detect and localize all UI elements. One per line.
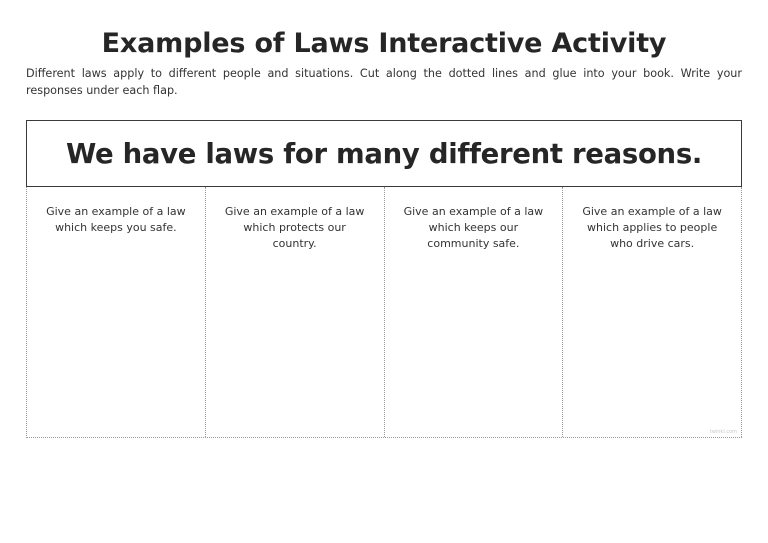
flap-prompt: Give an example of a law which keeps our community safe. (403, 205, 544, 250)
instructions-text: Different laws apply to different people and situations. Cut along the dotted lines and glue into your book. Write your responses under each flap. (26, 67, 742, 97)
flap-prompt: Give an example of a law which applies to people who drive cars. (582, 205, 722, 250)
flap-keeps-you-safe (27, 187, 206, 437)
header-box (26, 120, 742, 187)
flap-protects-country (206, 187, 385, 437)
watermark: twinkl.com (709, 429, 737, 435)
flap-row (26, 187, 742, 438)
flap-drive-cars (563, 187, 742, 437)
header-text: We have laws for many different reasons. (65, 137, 703, 170)
activity-sheet (26, 120, 742, 438)
flap-community-safe (385, 187, 564, 437)
flap-prompt: Give an example of a law which keeps you safe. (46, 205, 186, 234)
activity-title: Examples of Laws Interactive Activity (101, 28, 667, 59)
flap-prompt: Give an example of a law which protects our country. (224, 205, 365, 250)
